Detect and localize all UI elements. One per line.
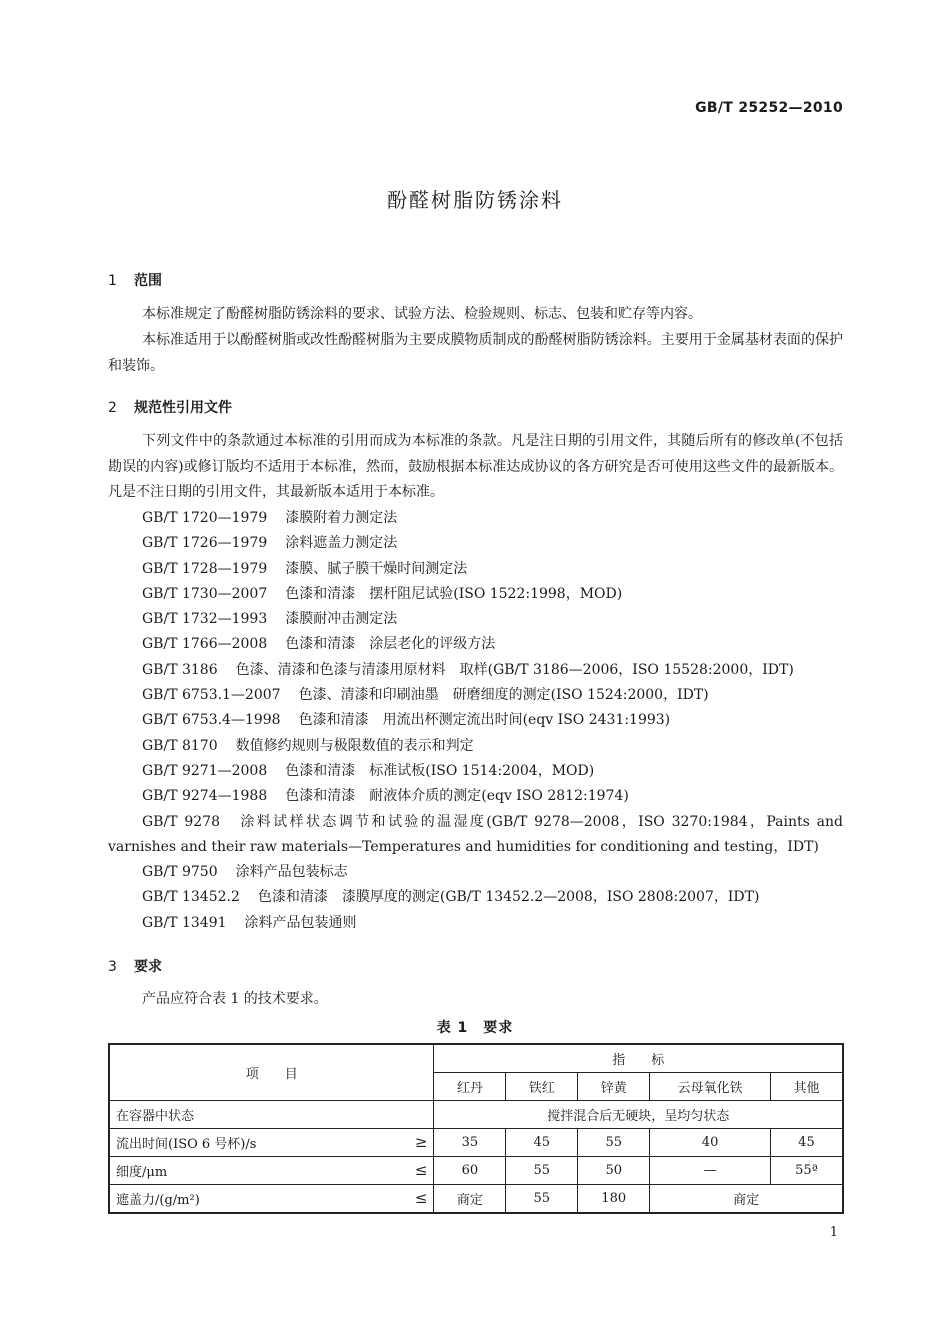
row-item-label: 细度/μm — [116, 1165, 168, 1180]
value-cell: 55 — [506, 1185, 578, 1214]
reference-title: 色漆和清漆 用流出杯测定流出时间(eqv ISO 2431:1993) — [298, 712, 671, 729]
column-header: 铁红 — [506, 1073, 578, 1101]
section-title: 规范性引用文件 — [134, 400, 232, 416]
value-cell: 35 — [434, 1129, 506, 1157]
value-cell: 55ª — [770, 1157, 843, 1185]
column-header: 红丹 — [434, 1073, 506, 1101]
column-header: 其他 — [770, 1073, 843, 1101]
reference-item — [108, 683, 843, 708]
reference-code: GB/T 9271—2008 — [142, 762, 268, 779]
reference-item — [108, 810, 843, 861]
reference-item — [108, 557, 843, 582]
requirements-table — [108, 1043, 844, 1214]
reference-item — [108, 885, 843, 910]
value-cell: — — [650, 1157, 771, 1185]
reference-code: GB/T 8170 — [142, 737, 218, 754]
reference-code: GB/T 9750 — [142, 864, 218, 881]
value-cell: 40 — [650, 1129, 771, 1157]
reference-title: 色漆、清漆和印刷油墨 研磨细度的测定(ISO 1524:2000，IDT) — [298, 687, 709, 704]
reference-title: 色漆和清漆 标准试板(ISO 1514:2004，MOD) — [285, 762, 595, 779]
column-header: 云母氧化铁 — [650, 1073, 771, 1101]
reference-item — [108, 708, 843, 733]
reference-code: GB/T 1726—1979 — [142, 535, 268, 552]
section-number: 2 — [108, 400, 117, 416]
value-cell: 180 — [578, 1185, 650, 1214]
paragraph: 本标准适用于以酚醛树脂或改性酚醛树脂为主要成膜物质制成的酚醛树脂防锈涂料。主要用于金属基材表面的保护和装饰。 — [108, 332, 843, 374]
section-2-heading — [108, 397, 232, 417]
reference-title: 漆膜耐冲击测定法 — [285, 611, 398, 628]
reference-title: 漆膜附着力测定法 — [285, 510, 398, 526]
reference-code: GB/T 1732—1993 — [142, 611, 268, 628]
header-index-cell: 指 标 — [434, 1044, 843, 1073]
reference-title: 漆膜、腻子膜干燥时间测定法 — [285, 560, 468, 577]
comparison-operator: ≥ — [414, 1133, 428, 1151]
paragraph: 下列文件中的条款通过本标准的引用而成为本标准的条款。凡是注日期的引用文件，其随后所有的修改单(不包括勘误的内容)或修订版均不适用于本标准，然而，鼓励根据本标准达成协议的各方研究是否可使用这些文件的最新版本。凡是不注日期的引用文件，其最新版本适用于本标准。 — [108, 433, 843, 500]
reference-title: 涂料产品包装标志 — [235, 864, 348, 881]
reference-item — [108, 582, 843, 607]
page-number: 1 — [829, 1225, 838, 1240]
value-cell: 50 — [578, 1157, 650, 1185]
reference-title: 数值修约规则与极限数值的表示和判定 — [235, 737, 474, 754]
table-row — [109, 1157, 843, 1185]
merged-value-cell: 搅拌混合后无硬块，呈均匀状态 — [434, 1101, 843, 1129]
row-item-cell — [109, 1185, 434, 1214]
reference-title: 色漆和清漆 漆膜厚度的测定(GB/T 13452.2—2008，ISO 2808:2007，IDT) — [257, 889, 760, 906]
reference-code: GB/T 6753.4—1998 — [142, 712, 281, 729]
value-cell: 45 — [506, 1129, 578, 1157]
reference-title: 色漆和清漆 涂层老化的评级方法 — [285, 636, 496, 653]
row-item-label: 流出时间(ISO 6 号杯)/s — [116, 1137, 257, 1152]
reference-code: GB/T 13452.2 — [142, 889, 240, 906]
value-cell: 60 — [434, 1157, 506, 1185]
section-number: 3 — [108, 959, 117, 975]
section-title: 范围 — [134, 273, 162, 289]
section-number: 1 — [108, 273, 117, 289]
reference-title: 色漆和清漆 耐液体介质的测定(eqv ISO 2812:1974) — [285, 788, 629, 805]
paragraph: 本标准规定了酚醛树脂防锈涂料的要求、试验方法、检验规则、标志、包装和贮存等内容。 — [142, 306, 702, 322]
comparison-operator: ≤ — [414, 1189, 428, 1207]
table-row — [109, 1101, 843, 1129]
section-3-heading — [108, 956, 162, 976]
reference-item — [108, 734, 843, 759]
merged-value-cell: 商定 — [650, 1185, 843, 1214]
reference-code: GB/T 1720—1979 — [142, 510, 268, 526]
comparison-operator: ≤ — [414, 1161, 428, 1179]
value-cell: 55 — [578, 1129, 650, 1157]
reference-code: GB/T 13491 — [142, 914, 227, 931]
reference-title: 涂料产品包装通则 — [244, 914, 357, 931]
section-title: 要求 — [134, 959, 162, 975]
reference-item — [108, 506, 843, 531]
row-item-cell — [109, 1101, 434, 1129]
reference-item — [108, 860, 843, 885]
reference-item — [108, 531, 843, 556]
reference-title: 涂料试样状态调节和试验的温湿度(GB/T 9278—2008，ISO 3270:1984，Paints and varnishes and their raw materials—Temperatures and humidities for conditioning and testing，IDT) — [108, 813, 843, 855]
value-cell: 55 — [506, 1157, 578, 1185]
reference-title: 涂料遮盖力测定法 — [285, 535, 398, 552]
table-header-row — [109, 1044, 843, 1073]
reference-code: GB/T 1728—1979 — [142, 560, 268, 577]
header-item-cell: 项 目 — [109, 1044, 434, 1101]
table-row — [109, 1129, 843, 1157]
reference-code: GB/T 1730—2007 — [142, 585, 268, 602]
paragraph: 产品应符合表 1 的技术要求。 — [142, 991, 328, 1007]
row-item-label: 在容器中状态 — [116, 1109, 195, 1124]
row-item-label: 遮盖力/(g/m²) — [116, 1193, 200, 1208]
value-cell: 商定 — [434, 1185, 506, 1214]
reference-item — [108, 607, 843, 632]
reference-title: 色漆、清漆和色漆与清漆用原材料 取样(GB/T 3186—2006，ISO 15528:2000，IDT) — [235, 661, 794, 678]
reference-title: 色漆和清漆 摆杆阻尼试验(ISO 1522:1998，MOD) — [285, 585, 623, 602]
reference-item — [108, 632, 843, 657]
reference-code: GB/T 6753.1—2007 — [142, 687, 281, 704]
value-cell: 45 — [770, 1129, 843, 1157]
reference-item — [108, 658, 843, 683]
reference-list — [108, 506, 843, 936]
reference-item — [108, 784, 843, 809]
standard-code: GB/T 25252—2010 — [695, 100, 843, 116]
reference-code: GB/T 9274—1988 — [142, 788, 268, 805]
table-row — [109, 1185, 843, 1214]
reference-code: GB/T 1766—2008 — [142, 636, 268, 653]
row-item-cell — [109, 1157, 434, 1185]
column-header: 锌黄 — [578, 1073, 650, 1101]
reference-item — [108, 759, 843, 784]
document-title: 酚醛树脂防锈涂料 — [387, 188, 563, 212]
row-item-cell — [109, 1129, 434, 1157]
reference-code: GB/T 9278 — [142, 813, 220, 830]
section-1-heading — [108, 270, 162, 290]
table-caption: 表 1 要求 — [436, 1020, 514, 1036]
reference-item — [108, 911, 843, 936]
reference-code: GB/T 3186 — [142, 661, 218, 678]
